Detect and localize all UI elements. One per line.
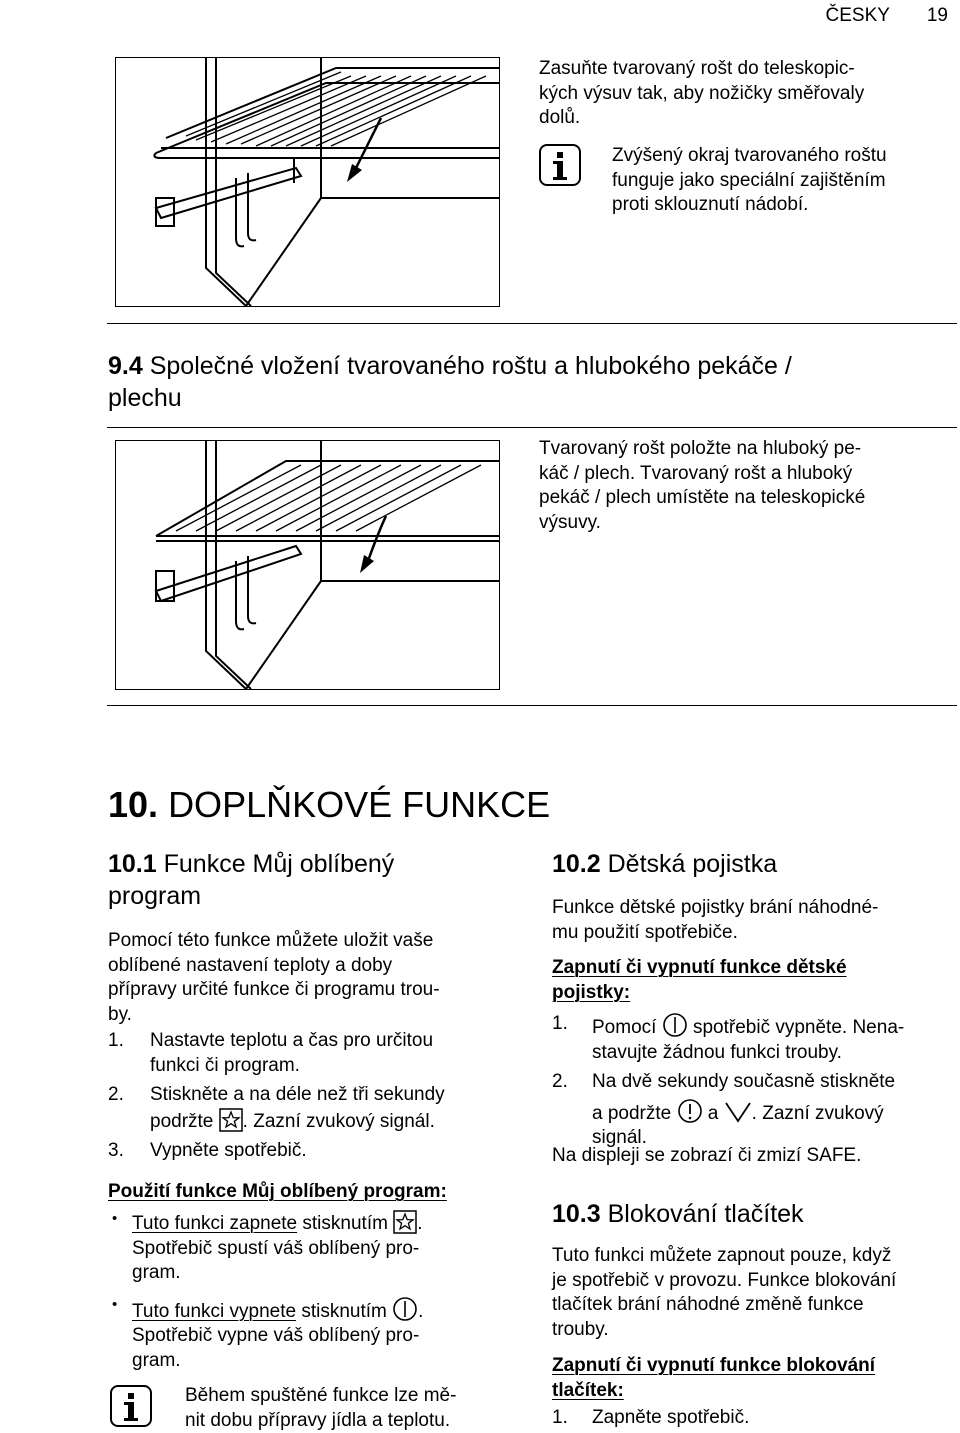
step-number: 2. [552,1070,568,1095]
power-icon [392,1296,418,1322]
text-fragment: Pomocí [592,1017,656,1038]
section-title-continued: plechu [108,384,182,412]
section-divider [107,323,957,324]
section-number: 10.1 [108,850,157,878]
text-line: nit dobu přípravy jídla a teplotu. [185,1409,456,1433]
text-line: gram. [132,1349,508,1374]
step-2 [108,1083,508,1134]
star-icon [219,1108,243,1132]
text-fragment: stisknutím [297,1213,388,1234]
text-line: Tuto funkci můžete zapnout pouze, když [552,1244,896,1269]
text-line: funkci či program. [150,1054,508,1079]
text-line: by. [108,1003,440,1028]
text-line: Během spuštěné funkce lze mě- [185,1384,456,1409]
usage-bullets [108,1210,508,1373]
figure-shelf-insertion [115,57,500,307]
text-line: Nastavte teplotu a čas pro určitou [150,1029,508,1054]
usage-heading: Použití funkce Můj oblíbený program: [108,1180,447,1205]
section-heading-10-2 [552,848,777,880]
text-line: Zapněte spotřebič. [592,1406,749,1431]
shelf-and-pan-paragraph [539,437,865,535]
text-line: signál. [592,1126,952,1151]
chapter-title: DOPLŇKOVÉ FUNKCE [168,784,550,825]
favourite-steps [108,1029,508,1164]
section-number: 10.2 [552,850,601,878]
section-heading-10-1 [108,848,394,912]
text-line: Pomocí této funkce můžete uložit vaše [108,929,440,954]
text-line: Funkce dětské pojistky brání náhodné- [552,896,878,921]
text-fragment: . [418,1301,423,1322]
chevron-down-icon [724,1100,752,1124]
shelf-illustration-2 [116,441,499,689]
step-1 [552,1012,952,1065]
bullet-item: • Tuto funkci vypnete stisknutím . Spotřebič vypne váš oblíbený pro- gram. [108,1296,508,1374]
text-line: káč / plech. Tvarovaný rošt a hluboký [539,462,865,487]
text-line: dolů. [539,106,864,131]
info-icon [110,1385,152,1427]
text-line: Zapnutí či vypnutí funkce dětské [552,956,847,981]
text-line: funguje jako speciální zajištěním [612,169,887,194]
key-lock-intro [552,1244,896,1342]
text-line: gram. [132,1261,508,1286]
text-line: Vypněte spotřebič. [150,1139,508,1164]
text-fragment: Tuto funkci zapnete [132,1213,297,1234]
section-title: Blokování tlačítek [608,1200,804,1228]
text-line: proti sklouznutí nádobí. [612,193,887,218]
step-number: 1. [108,1029,124,1054]
safe-display-note: Na displeji se zobrazí či zmizí SAFE. [552,1144,861,1169]
text-line: tlačítek: [552,1379,875,1404]
header-page-number: 19 [927,5,948,26]
section-divider [107,427,957,428]
info-note-raised-edge [612,144,887,218]
step-number: 1. [552,1012,568,1037]
text-line: Na dvě sekundy současně stiskněte [592,1070,952,1095]
step-number: 3. [108,1139,124,1164]
figure-shelf-and-pan [115,440,500,690]
step-1 [552,1406,749,1431]
section-title: Dětská pojistka [608,850,778,878]
text-fragment: a [708,1103,719,1124]
bullet-item: • Tuto funkci zapnete stisknutím . Spotřebič spustí váš oblíbený pro- gram. [108,1210,508,1286]
step-number: 1. [552,1406,568,1431]
shelf-insert-paragraph [539,57,864,131]
header-language: ČESKY [826,5,890,26]
text-fragment: Tuto funkci vypnete [132,1301,296,1322]
text-fragment: a podržte [592,1103,671,1124]
section-title: Funkce Můj oblíbený [164,850,395,878]
step-2 [552,1070,952,1151]
power-icon [662,1012,688,1038]
section-heading-10-3 [552,1198,804,1230]
text-line: Spotřebič vypne váš oblíbený pro- [132,1324,508,1349]
step-3 [108,1139,508,1164]
alert-icon [677,1098,703,1124]
key-lock-heading [552,1354,875,1403]
text-line: pojistky: [552,981,847,1006]
text-line: přípravy určité funkce či programu trou- [108,978,440,1003]
text-line: Zasuňte tvarovaný rošt do teleskopic- [539,57,864,82]
star-icon [393,1210,417,1234]
text-line: tlačítek brání náhodné změně funkce [552,1293,896,1318]
info-note-favourite [185,1384,456,1433]
child-lock-intro [552,896,878,945]
text-line: trouby. [552,1318,896,1343]
text-line: kých výsuv tak, aby nožičky směřovaly [539,82,864,107]
text-fragment: stisknutím [296,1301,387,1322]
text-line: pekáč / plech umístěte na teleskopické [539,486,865,511]
favourite-intro [108,929,440,1027]
chapter-number: 10. [108,784,158,825]
key-lock-steps [552,1406,749,1431]
text-line: výsuvy. [539,511,865,536]
text-line: je spotřebič v provozu. Funkce blokování [552,1269,896,1294]
running-header [858,5,949,27]
section-divider [107,705,957,706]
child-lock-steps [552,1012,952,1151]
text-line: Tvarovaný rošt položte na hluboký pe- [539,437,865,462]
text-line: oblíbené nastavení teploty a doby [108,954,440,979]
text-fragment: . Zazní zvukový [752,1103,884,1124]
child-lock-heading [552,956,847,1005]
text-line: Zvýšený okraj tvarovaného roštu [612,144,887,169]
text-fragment: . [417,1213,422,1234]
shelf-illustration-1 [116,58,499,306]
step-number: 2. [108,1083,124,1108]
text-line: mu použití spotřebiče. [552,921,878,946]
text-line: Stiskněte a na déle než tři sekundy [150,1083,508,1108]
section-title: Společné vložení tvarovaného roštu a hlubokého pekáče / [150,352,792,380]
info-icon [539,144,581,186]
section-heading-9-4 [108,350,948,414]
section-title-continued: program [108,882,201,910]
section-number: 9.4 [108,352,143,380]
text-line: Zapnutí či vypnutí funkce blokování [552,1354,875,1379]
text-fragment: podržte [150,1111,213,1132]
text-fragment: spotřebič vypněte. Nena- [693,1017,904,1038]
text-line: Spotřebič spustí váš oblíbený pro- [132,1237,508,1262]
step-1 [108,1029,508,1078]
chapter-heading [108,785,550,825]
text-fragment: . Zazní zvukový signál. [243,1111,435,1132]
section-number: 10.3 [552,1200,601,1228]
text-line: stavujte žádnou funkci trouby. [592,1041,952,1066]
